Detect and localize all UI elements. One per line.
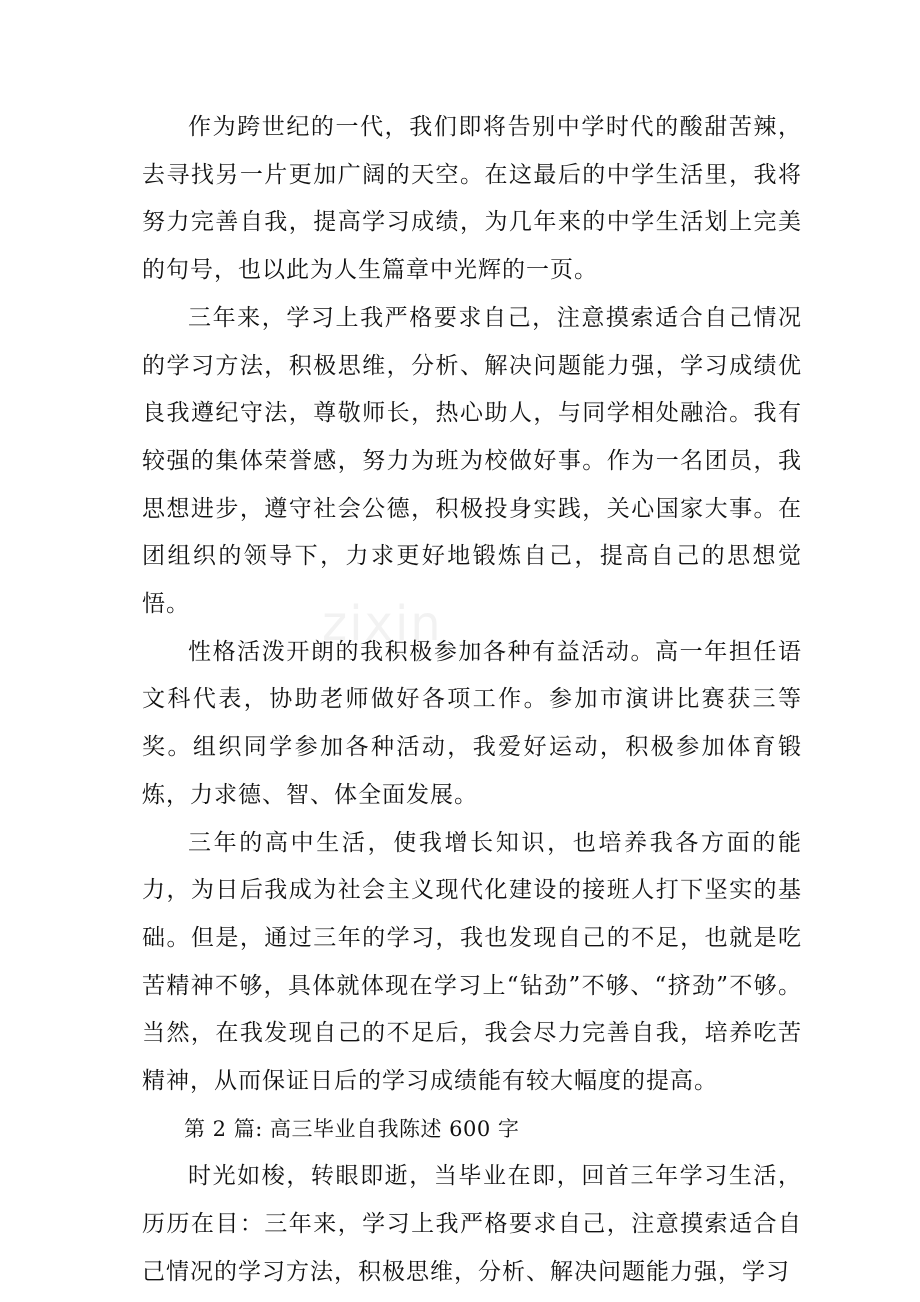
paragraph-2: 三年来，学习上我严格要求自己，注意摸索适合自己情况的学习方法，积极思维，分析、解决问题能力强，学习成绩优良我遵纪守法，尊敬师长，热心助人，与同学相处融洽。我有较强的集体荣誉感，努力为班为校做好事。作为一名团员，我思想进步，遵守社会公德，积极投身实践，关心国家大事。在团组织的领导下，力求更好地锻炼自己，提高自己的思想觉悟。 [142, 304, 802, 618]
section-heading: 第 2 篇: 高三毕业自我陈述 600 字 [184, 1116, 520, 1141]
paragraph-4: 三年的高中生活，使我增长知识，也培养我各方面的能力，为日后我成为社会主义现代化建设的接班人打下坚实的基础。但是，通过三年的学习，我也发现自己的不足，也就是吃苦精神不够，具体就体现在学习上“钻劲”不够、“挤劲”不够。当然，在我发现自己的不足后，我会尽力完善自我，培养吃苦精神，从而保证日后的学习成绩能有较大幅度的提高。 [142, 829, 802, 1095]
watermark-text: zixin [322, 596, 443, 652]
paragraph-5: 时光如梭，转眼即逝，当毕业在即，回首三年学习生活，历历在目：三年来，学习上我严格要求自己，注意摸索适合自己情况的学习方法，积极思维，分析、解决问题能力强，学习 [142, 1163, 802, 1285]
document-body [142, 104, 802, 1297]
paragraph-3: 性格活泼开朗的我积极参加各种有益活动。高一年担任语文科代表，协助老师做好各项工作。参加市演讲比赛获三等奖。组织同学参加各种活动，我爱好运动，积极参加体育锻炼，力求德、智、体全面发展。 [142, 638, 802, 808]
paragraph-1: 作为跨世纪的一代，我们即将告别中学时代的酸甜苦辣，去寻找另一片更加广阔的天空。在这最后的中学生活里，我将努力完善自我，提高学习成绩，为几年来的中学生活划上完美的句号，也以此为人生篇章中光辉的一页。 [142, 114, 802, 284]
